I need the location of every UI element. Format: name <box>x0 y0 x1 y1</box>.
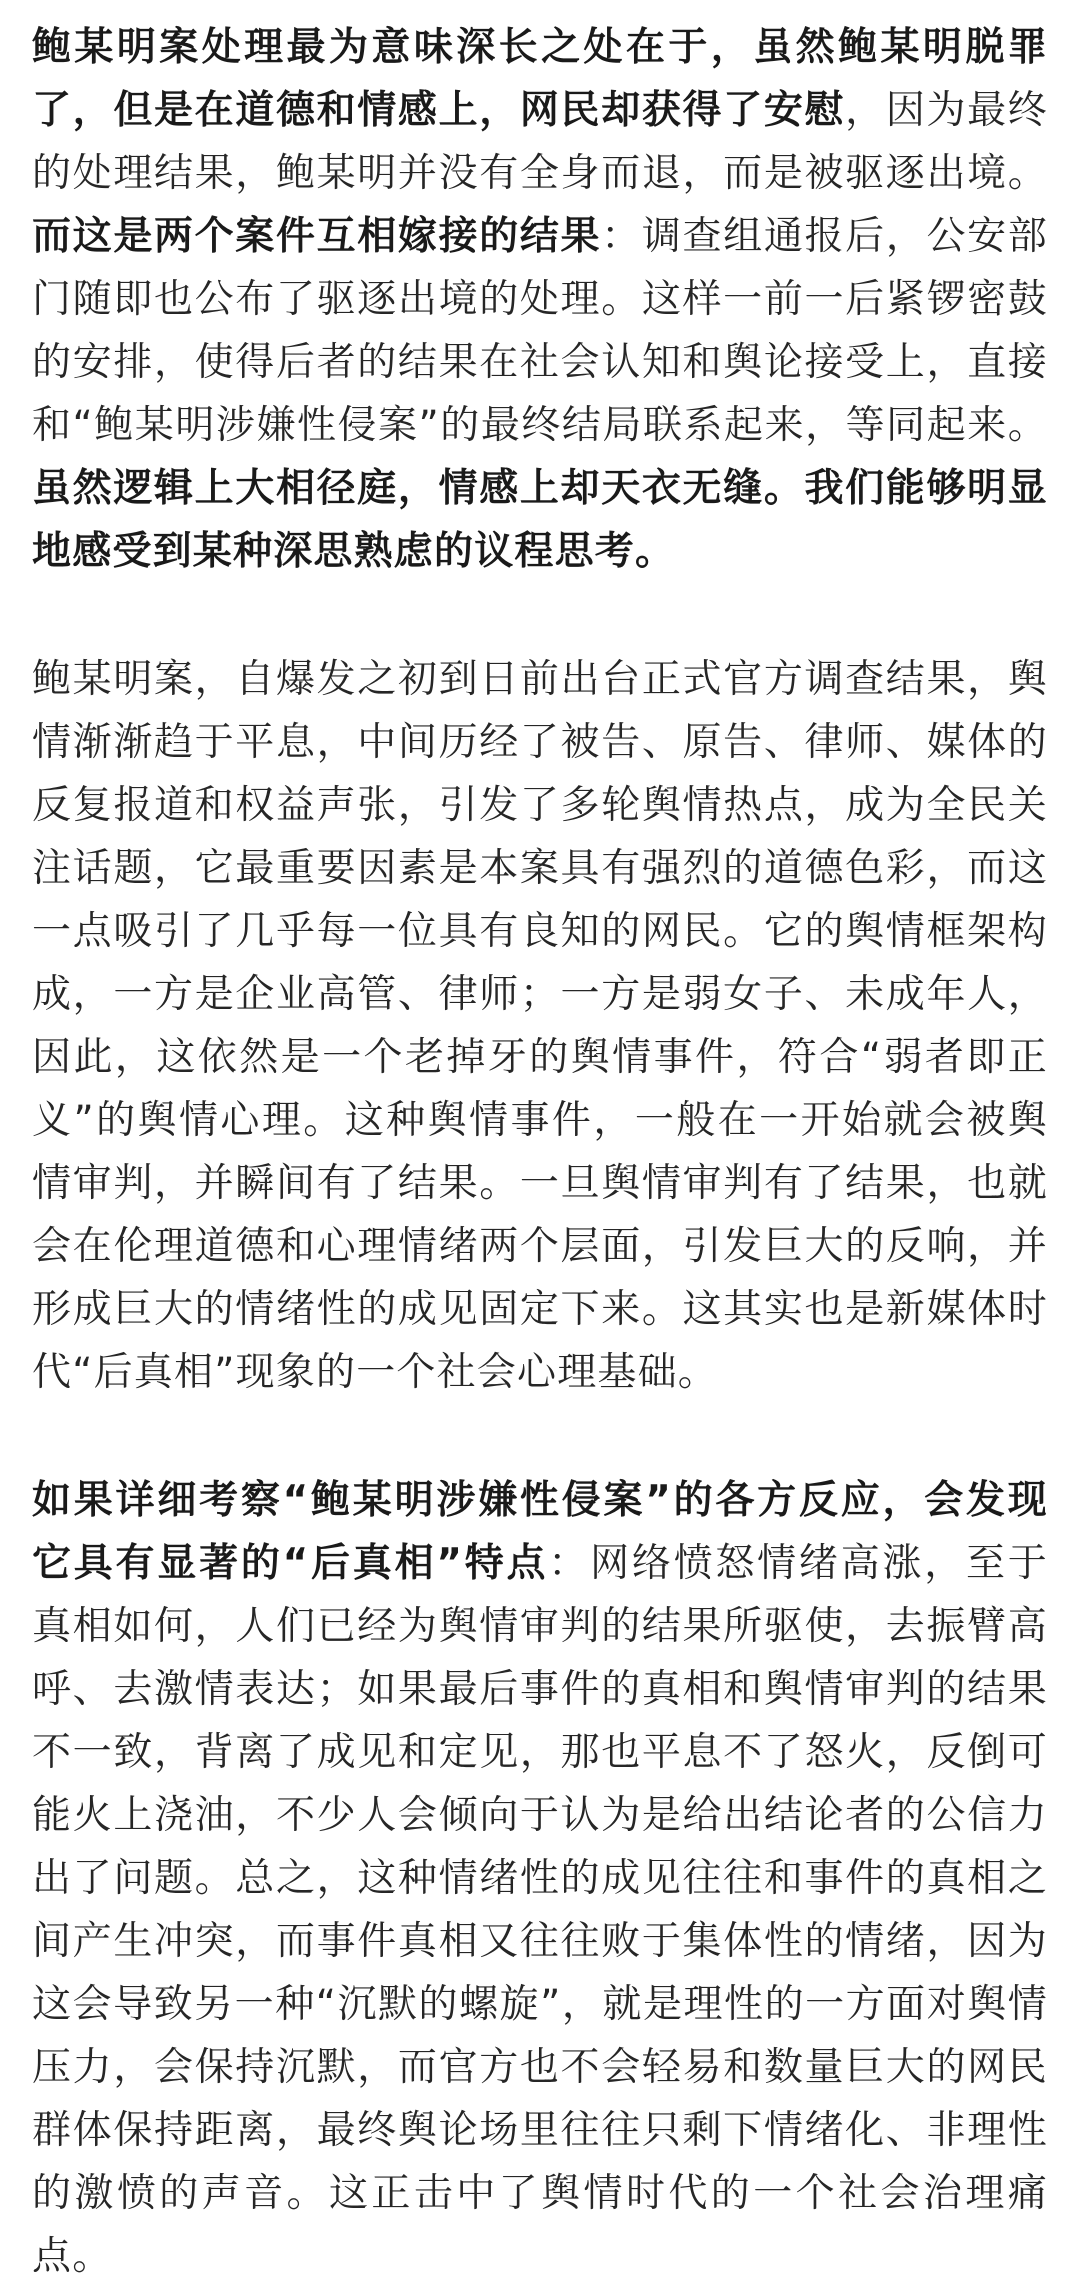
paragraph-1-text-1: ，因为最终的处理结果，鲍某明并没有全身而退，而是被驱逐出境。 <box>32 88 1048 196</box>
paragraph-spacer <box>32 1404 1048 1469</box>
paragraph-spacer <box>32 583 1048 648</box>
paragraph-2 <box>32 648 1048 1404</box>
paragraph-1-bold-1: 鲍某明案处理最为意味深长之处在于，虽然鲍某明脱罪了，但是在道德和情感上，网民却获得了安慰 <box>32 25 1048 133</box>
paragraph-3-bold-1: 如果详细考察“鲍某明涉嫌性侵案”的各方反应，会发现它具有显著的“后真相”特点 <box>32 1478 1048 1586</box>
paragraph-1-bold-3: 虽然逻辑上大相径庭，情感上却天衣无缝。我们能够明显地感受到某种深思熟虑的议程思考。 <box>32 466 1048 574</box>
paragraph-1-text-2: ：调查组通报后，公安部门随即也公布了驱逐出境的处理。这样一前一后紧锣密鼓的安排，使得后者的结果在社会认知和舆论接受上，直接和“鲍某明涉嫌性侵案”的最终结局联系起来，等同起来。 <box>32 214 1048 448</box>
paragraph-3-text-1: ：网络愤怒情绪高涨，至于真相如何，人们已经为舆情审判的结果所驱使，去振臂高呼、去激情表达；如果最后事件的真相和舆情审判的结果不一致，背离了成见和定见，那也平息不了怒火，反倒可能火上浇油，不少人会倾向于认为是给出结论者的公信力出了问题。总之，这种情绪性的成见往往和事件的真相之间产生冲突，而事件真相又往往败于集体性的情绪，因为这会导致另一种“沉默的螺旋”，就是理性的一方面对舆情压力，会保持沉默，而官方也不会轻易和数量巨大的网民群体保持距离，最终舆论场里往往只剩下情绪化、非理性的激愤的声音。这正击中了舆情时代的一个社会治理痛点。 <box>32 1541 1048 2279</box>
paragraph-3 <box>32 1469 1048 2288</box>
paragraph-1 <box>32 16 1048 583</box>
paragraph-1-bold-2: 而这是两个案件互相嫁接的结果 <box>32 214 602 259</box>
paragraph-2-text: 鲍某明案，自爆发之初到日前出台正式官方调查结果，舆情渐渐趋于平息，中间历经了被告、原告、律师、媒体的反复报道和权益声张，引发了多轮舆情热点，成为全民关注话题，它最重要因素是本案具有强烈的道德色彩，而这一点吸引了几乎每一位具有良知的网民。它的舆情框架构成，一方是企业高管、律师；一方是弱女子、未成年人，因此，这依然是一个老掉牙的舆情事件，符合“弱者即正义”的舆情心理。这种舆情事件，一般在一开始就会被舆情审判，并瞬间有了结果。一旦舆情审判有了结果，也就会在伦理道德和心理情绪两个层面，引发巨大的反响，并形成巨大的情绪性的成见固定下来。这其实也是新媒体时代“后真相”现象的一个社会心理基础。 <box>32 657 1048 1395</box>
